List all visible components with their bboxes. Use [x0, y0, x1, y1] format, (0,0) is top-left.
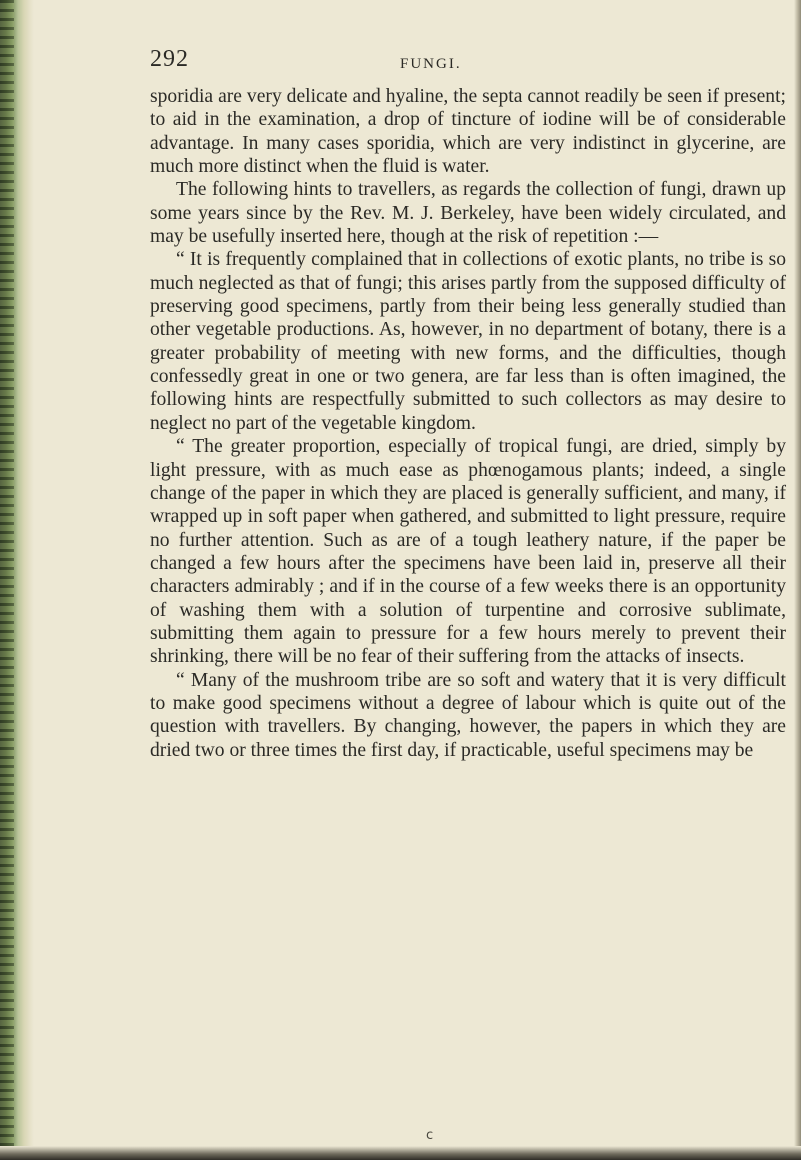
- paragraph-hints-intro: The following hints to travellers, as regards the collection of fungi, drawn up some years since by the Rev. M. J. Berkeley, have been widely circulated, and may be usefully inserted here, though at the risk of repetition :—: [150, 179, 786, 248]
- paragraph-quote-tropical-fungi: “ The greater proportion, especially of tropical fungi, are dried, simply by light pressure, with as much ease as phœnogamous plants; indeed, a single change of the paper in which they are placed is generally sufficient, and many, if wrapped up in soft paper when gathered, and submitted to light pressure, require no further attention. Such as are of a tough leathery nature, if the paper be changed a few hours after the specimens have been laid in, preserve all their characters admirably ; and if in the course of a few weeks there is an opportunity of washing them with a solution of turpentine and corrosive sublimate, submitting them again to pressure for a few hours merely to prevent their shrinking, there will be no fear of their suffering from the attacks of insects.: [150, 436, 786, 668]
- running-head: FUNGI.: [400, 56, 462, 72]
- binding-texture: [0, 0, 14, 1160]
- signature-mark: c: [426, 1128, 434, 1143]
- body-text: [150, 85, 786, 762]
- page-bottom-edge: [0, 1146, 801, 1160]
- page-number: 292: [150, 46, 189, 72]
- binding-spine: [0, 0, 34, 1160]
- page-header: [150, 46, 770, 78]
- page-right-edge: [794, 0, 801, 1160]
- paragraph-quote-mushroom-tribe: “ Many of the mushroom tribe are so soft and watery that it is very difficult to make good specimens without a degree of labour which is quite out of the question with travellers. By changing, however, the papers in which they are dried two or three times the first day, if practicable, useful specimens may be: [150, 669, 786, 761]
- paragraph-continued: sporidia are very delicate and hyaline, the septa cannot readily be seen if present; to aid in the examination, a drop of tincture of iodine will be of considerable advantage. In many cases sporidia, which are very indistinct in glycerine, are much more distinct when the fluid is water.: [150, 86, 786, 178]
- paragraph-quote-exotic-plants: “ It is frequently complained that in collections of exotic plants, no tribe is so much neglected as that of fungi; this arises partly from the supposed difficulty of preserving good specimens, partly from their being less generally studied than other vegetable productions. As, however, in no department of botany, there is a greater probability of meeting with new forms, and the difficulties, though confessedly great in one or two genera, are far less than is often imagined, the following hints are respectfully submitted to such collectors as may desire to neglect no part of the vegetable kingdom.: [150, 249, 786, 434]
